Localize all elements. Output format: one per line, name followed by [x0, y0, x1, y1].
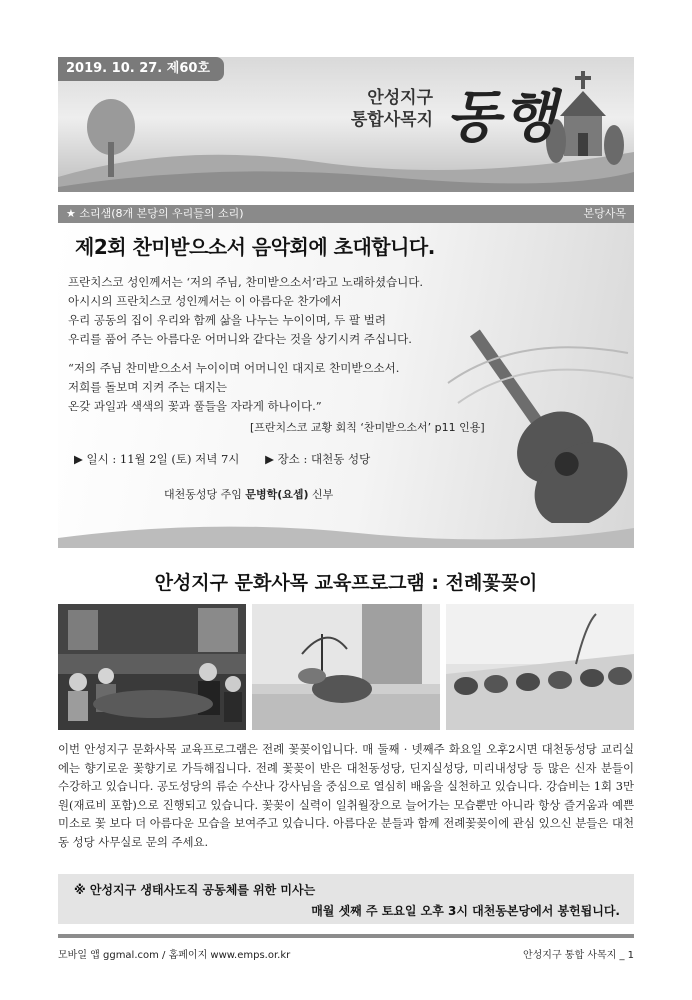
text-line: 프란치스코 성인께서는 ‘저의 주님, 찬미받으소서’라고 노래하셨습니다. [68, 275, 424, 289]
notice-line-2: 매월 셋째 주 토요일 오후 3시 대천동본당에서 봉헌됩니다. [311, 904, 620, 918]
ground-illustration [58, 508, 634, 548]
text-line: 우리 공동의 집이 우리와 함께 삶을 나누는 누이이며, 두 팔 벌려 [68, 313, 386, 327]
photo-arrangement-row [446, 604, 634, 730]
text-line: 우리를 품어 주는 아름다운 어머니와 같다는 것을 상기시켜 주십니다. [68, 332, 412, 346]
masthead-banner [58, 57, 634, 192]
quote-source: [프란치스코 교황 회칙 ‘찬미받으소서’ p11 인용] [250, 421, 485, 434]
concert-invitation [58, 223, 634, 548]
org-line-2: 통합사목지 [350, 110, 433, 130]
host-name: 문병학(요셉) [245, 488, 309, 501]
photo-class-group [58, 604, 246, 730]
host-suffix: 신부 [308, 488, 334, 501]
culture-description: 이번 안성지구 문화사목 교육프로그램은 전례 꽃꽂이입니다. 매 둘째 · 넷째주 화요일 오후2시면 대천동성당 교리실에는 향기로운 꽃향기로 가득해집니다. 전례 꽃꽂이 반은 대천동성당, 딘지실성당, 미리내성당 등 많은 신자 분들이 수강하고 있습니다. 공도성당의 류순 수산나 강사님을 중심으로 열심히 배움을 실천하고 있습니다. 강습비는 1회 3만원(재료비 포함)으로 진행되고 있습니다. 꽃꽂이 실력이 일취월장으로 늘어가는 모습뿐만 아니라 항상 즐거움과 예쁜 미소로 꽃 보다 더 아름다운 모습을 보여주고 있습니다. 아름다운 분들과 함께 전례꽃꽂이에 관심 있으신 분들은 대천동 성당 사무실로 문의 주세요. [58, 742, 634, 849]
notice-line-1: ※ 안성지구 생태사도직 공동체를 위한 미사는 [74, 883, 316, 897]
culture-title: 안성지구 문화사목 교육프로그램 : 전례꽃꽂이 [154, 572, 538, 594]
host-prefix: 대천동성당 주임 [164, 488, 246, 501]
section-title: ★ 소리샘(8개 본당의 우리들의 소리) [66, 207, 244, 220]
text-line: 저희를 돌보며 지켜 주는 대지는 [68, 380, 228, 394]
event-date: ▶ 일시 : 11월 2일 (토) 저녁 7시 [74, 452, 240, 466]
concert-quote [68, 359, 399, 416]
photo-flower-arrangement [252, 604, 440, 730]
host-line [164, 486, 333, 502]
publication-title: 동행 [446, 84, 559, 150]
footer-contact: 모바일 앱 ggmal.com / 홈페이지 www.emps.or.kr [58, 950, 291, 961]
issue-date-tab: 2019. 10. 27. 제60호 [58, 57, 224, 81]
tree-illustration [76, 97, 146, 177]
event-place: ▶ 장소 : 대천동 성당 [265, 452, 371, 466]
text-line: 온갖 과일과 색색의 꽃과 풀들을 자라게 하나이다.” [68, 399, 322, 413]
concert-intro [68, 273, 423, 349]
concert-title: 제2회 찬미받으소서 음악회에 초대합니다. [75, 235, 435, 259]
org-line-1: 안성지구 [367, 88, 433, 108]
text-line: “저의 주님 찬미받으소서 누이이며 어머니인 대지로 찬미받으소서. [68, 361, 400, 375]
mass-notice [58, 874, 634, 924]
text-line: 아시시의 프란치스코 성인께서는 이 아름다운 찬가에서 [68, 294, 342, 308]
footer-page-label: 안성지구 통합 사목지 _ 1 [522, 950, 634, 961]
section-category: 본당사목 [583, 207, 626, 220]
publication-org [308, 87, 433, 131]
event-details [74, 451, 392, 467]
footer-divider [58, 934, 634, 938]
section-bar [58, 205, 634, 223]
